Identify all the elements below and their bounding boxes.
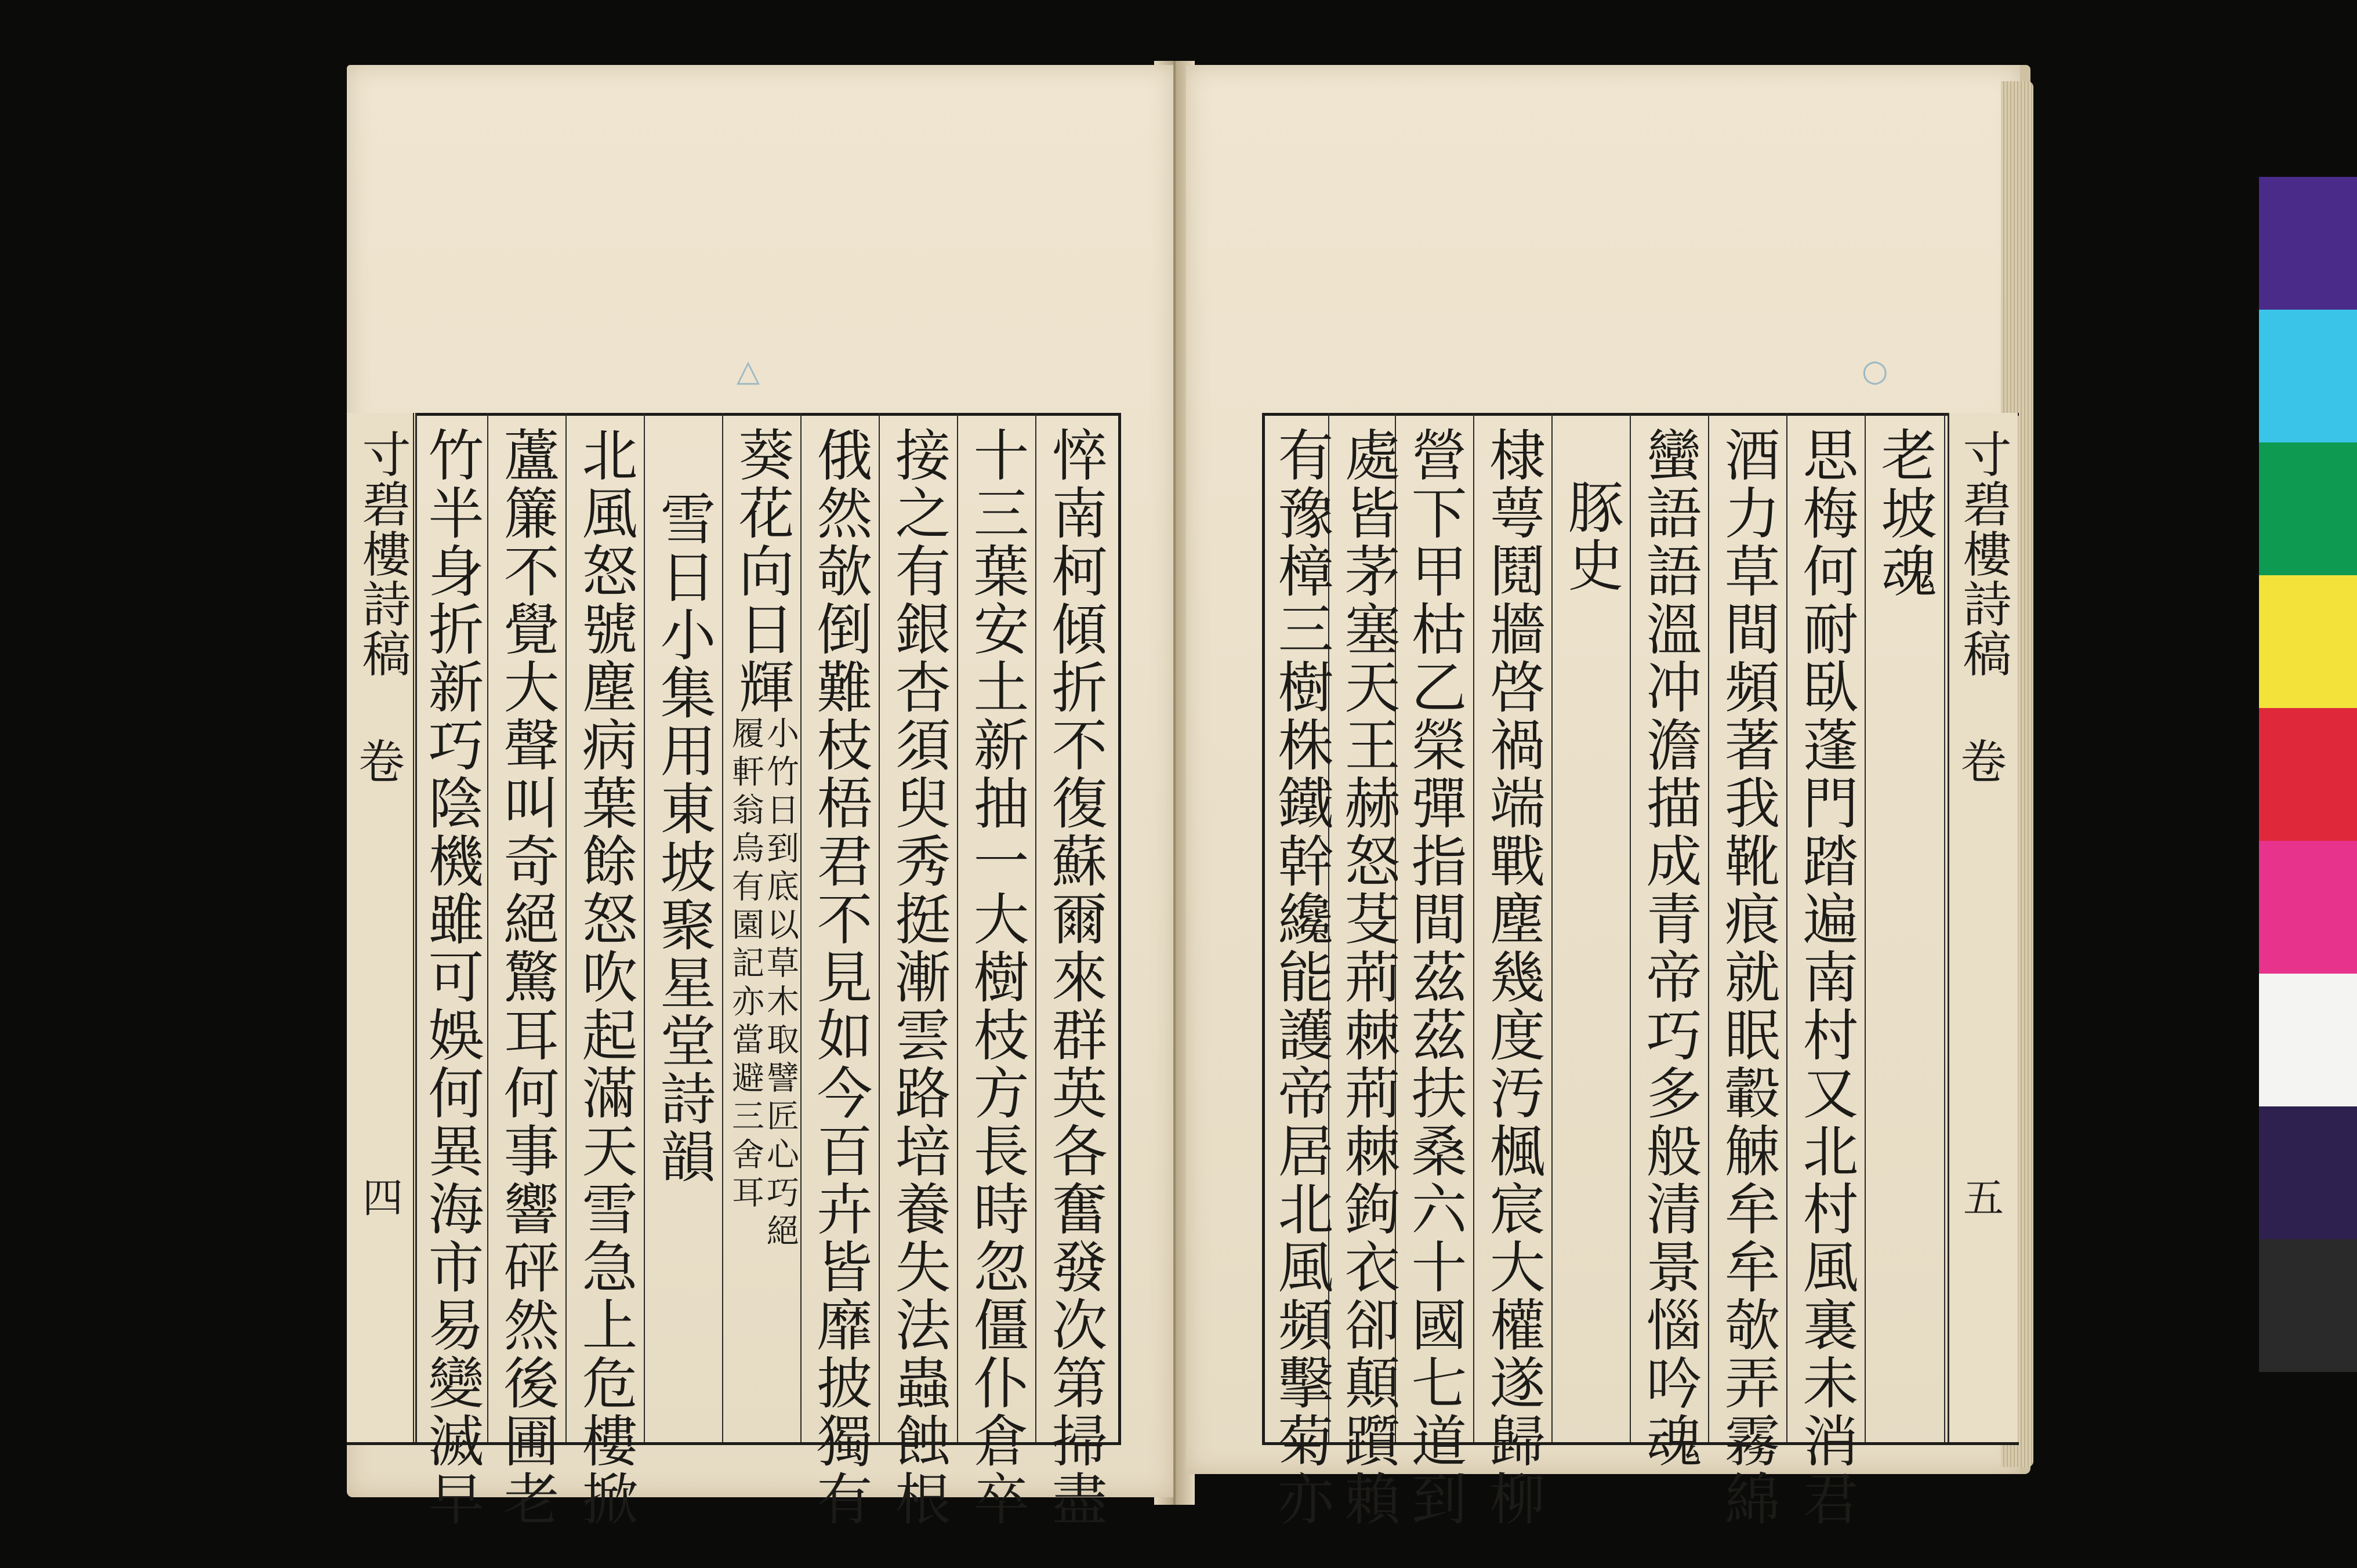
- right-rule-3: [1708, 413, 1709, 1442]
- right-rule-2: [1786, 413, 1787, 1442]
- color-swatch: [2259, 841, 2357, 974]
- left-col-6: 雪日小集用東坡聚星堂詩韻: [651, 490, 716, 1186]
- left-col-3: 接之有銀杏須臾秀挺漸雲路培養失法蟲蝕根: [886, 426, 951, 1528]
- left-rule-6: [644, 413, 645, 1442]
- left-col-1: 悴南柯傾折不復蘇爾來群英各奮發次第掃盡: [1043, 426, 1108, 1528]
- left-rule-8: [487, 413, 488, 1442]
- color-swatch: [2259, 1106, 2357, 1239]
- right-col-8: 處皆茅塞天王赫怒芟荊棘荊棘鉤衣卻顛躓賴: [1336, 426, 1401, 1528]
- left-fish-folio: 四: [362, 1174, 403, 1222]
- note-block: [728, 716, 797, 1412]
- right-fish-volume: 卷: [1960, 735, 2007, 789]
- right-col-9: 有豫樟三樹株鐵幹纔能護帝居北風頻擊菊亦: [1269, 426, 1334, 1528]
- right-top-mark: ○: [1862, 354, 1888, 389]
- right-col-5: 豚史: [1559, 478, 1624, 594]
- left-col-2: 十三葉安土新抽一大樹枝方長時忽僵仆倉卒: [964, 426, 1029, 1528]
- note-col-2: 履軒翁烏有園記亦當避三舍耳: [727, 716, 764, 1214]
- color-swatch: [2259, 442, 2357, 575]
- right-col-1: 老坡魂: [1872, 426, 1937, 600]
- left-rule-9: [413, 413, 414, 1442]
- left-rule-1: [1035, 413, 1036, 1442]
- left-rule-3: [879, 413, 880, 1442]
- left-top-mark: △: [737, 354, 760, 389]
- color-calibration-chart: [2259, 177, 2357, 1371]
- left-fish-title: 寸碧樓詩稿: [354, 429, 411, 678]
- left-col-8: 蘆簾不覺大聲叫奇絕驚耳何事響砰然後圃老: [495, 426, 560, 1528]
- right-col-7: 營下甲枯乙榮彈指間茲茲扶桑六十國七道到: [1402, 426, 1467, 1528]
- right-fish-title: 寸碧樓詩稿: [1955, 429, 2012, 678]
- right-rule-1: [1865, 413, 1866, 1442]
- left-fish-volume: 卷: [358, 735, 405, 789]
- right-fish-folio: 五: [1963, 1174, 2004, 1222]
- left-rule-7: [565, 413, 567, 1442]
- color-swatch: [2259, 177, 2357, 310]
- right-col-6: 棣萼鬩牆啓禍端戰塵幾度汚楓宸大權遂歸柳: [1481, 426, 1546, 1528]
- right-rule-6: [1473, 413, 1474, 1442]
- left-rule-4: [800, 413, 802, 1442]
- right-col-2: 思梅何耐臥蓬門踏遍南村又北村風裏未消君: [1794, 426, 1859, 1528]
- note-col-1: 小竹日到底以草木取譬匠心巧絕: [762, 716, 799, 1252]
- right-rule-5: [1551, 413, 1553, 1442]
- color-swatch: [2259, 575, 2357, 708]
- color-swatch: [2259, 708, 2357, 841]
- color-swatch: [2259, 1239, 2357, 1372]
- color-swatch: [2259, 974, 2357, 1106]
- left-rule-2: [957, 413, 958, 1442]
- left-rule-5: [722, 413, 723, 1442]
- left-col-4: 俄然欹倒難枝梧君不見如今百卉皆靡披獨有: [808, 426, 873, 1528]
- right-col-4: 蠻語語溫冲澹描成青帝巧多般清景惱吟魂: [1637, 426, 1702, 1470]
- color-swatch: [2259, 310, 2357, 442]
- right-rule-0: [1944, 413, 1945, 1442]
- left-col-7: 北風怒號塵病葉餘怒吹起滿天雪急上危樓掀: [573, 426, 638, 1528]
- left-col-9: 竹半身折新巧陰機雖可娛何異海市易變滅早: [419, 426, 484, 1528]
- left-col-5: 葵花向日輝: [730, 426, 795, 716]
- right-col-3: 酒力草間頻著我靴痕就眠轂觫牟牟欹弄霧綿: [1716, 426, 1781, 1528]
- right-rule-4: [1630, 413, 1631, 1442]
